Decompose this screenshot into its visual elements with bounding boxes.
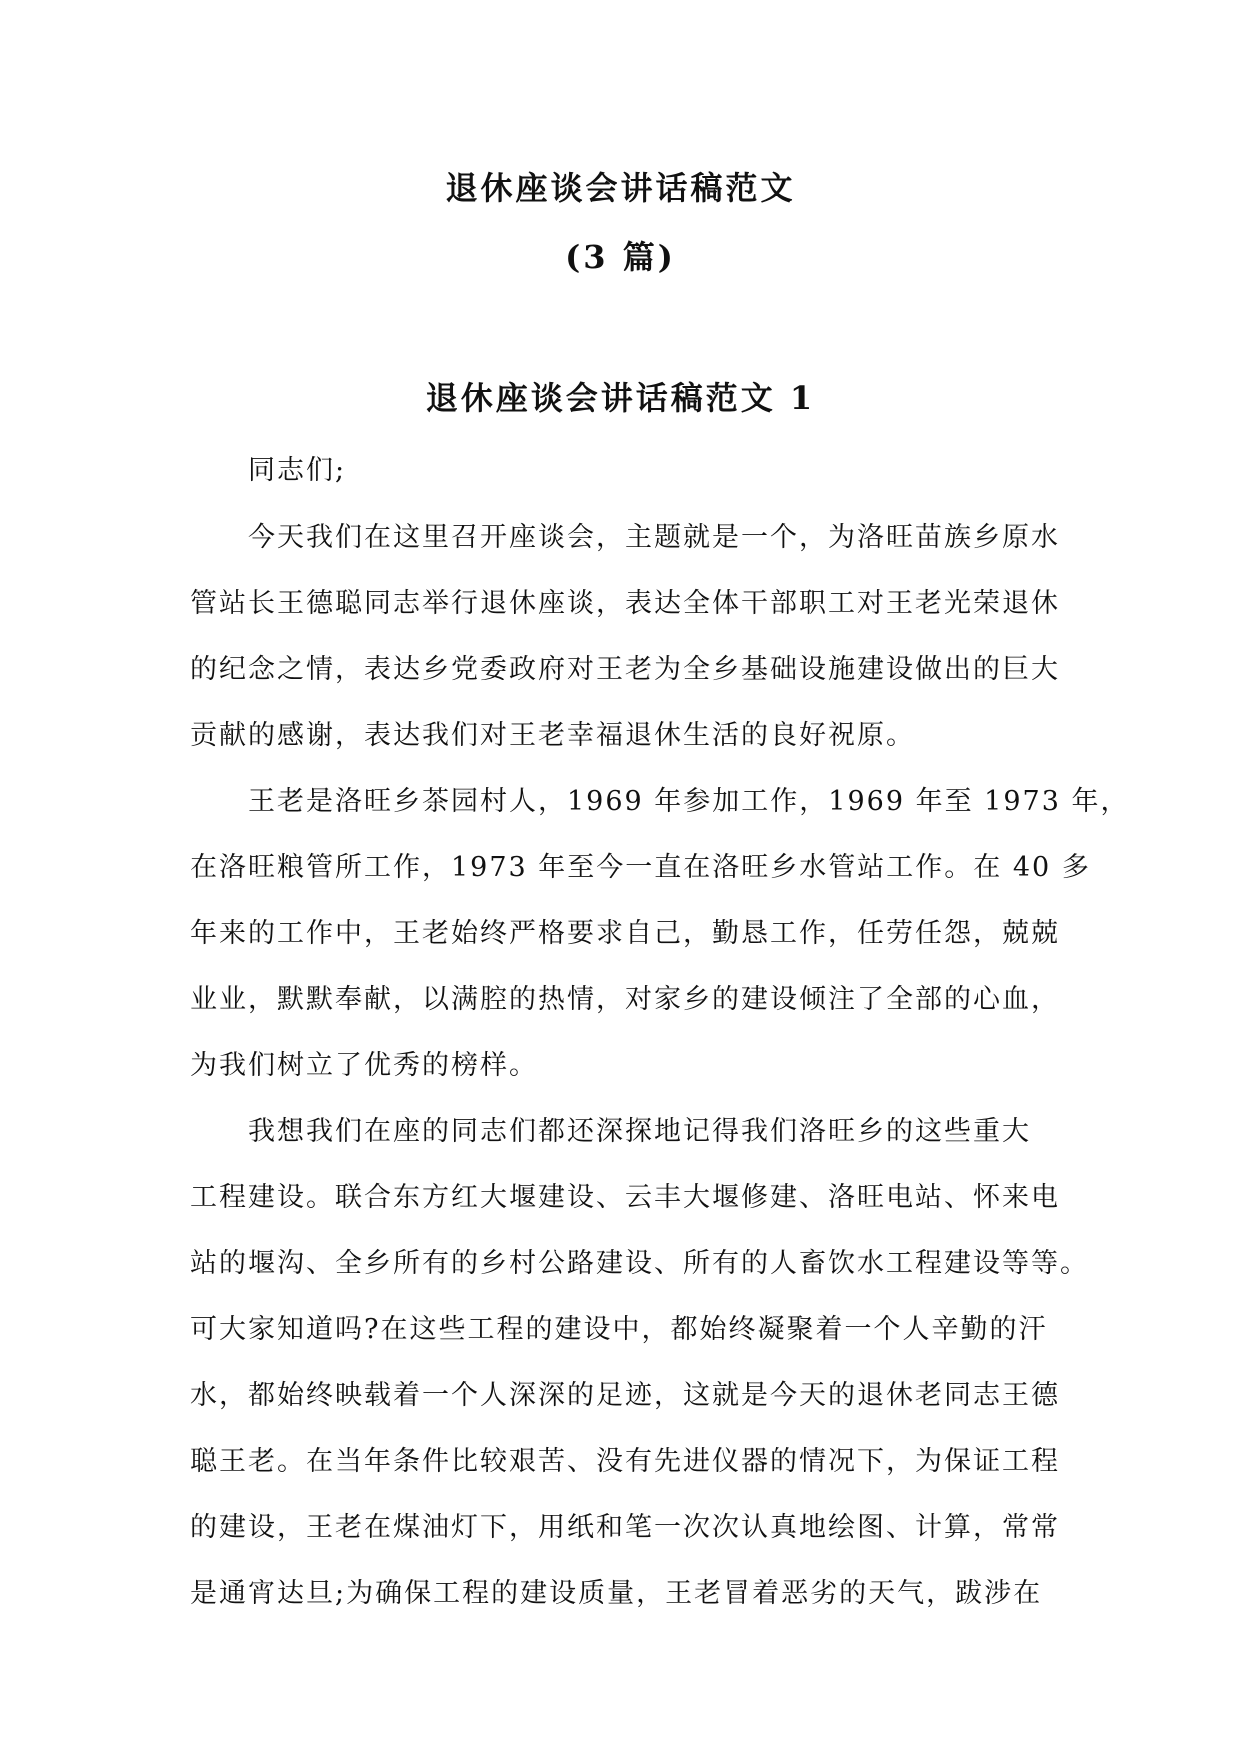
paragraph-line: 今天我们在这里召开座谈会，主题就是一个，为洛旺苗族乡原水: [248, 522, 1060, 553]
paragraph-line: 的纪念之情，表达乡党委政府对王老为全乡基础设施建设做出的巨大: [190, 654, 1060, 685]
paragraph-line: 在洛旺粮管所工作，1973 年至今一直在洛旺乡水管站工作。在 40 多: [190, 852, 1091, 883]
document-count-label: (3 篇): [565, 238, 676, 276]
section-title: 退休座谈会讲话稿范文 1: [425, 379, 816, 417]
paragraph-line: 为我们树立了优秀的榜样。: [190, 1050, 538, 1081]
paragraph-line: 年来的工作中，王老始终严格要求自己，勤恳工作，任劳任怨，兢兢: [190, 918, 1060, 949]
paragraph-line: 水，都始终映载着一个人深深的足迹，这就是今天的退休老同志王德: [190, 1380, 1060, 1411]
paragraph-3: [190, 1099, 1089, 1627]
paragraph-line: 我想我们在座的同志们都还深探地记得我们洛旺乡的这些重大: [248, 1116, 1031, 1147]
paragraph-1: [190, 505, 1070, 769]
paragraph-line: 聪王老。在当年条件比较艰苦、没有先进仪器的情况下，为保证工程: [190, 1446, 1060, 1477]
document-title: 退休座谈会讲话稿范文: [445, 169, 796, 207]
greeting: [190, 438, 1070, 504]
greeting-text: 同志们;: [248, 455, 347, 486]
paragraph-line: 工程建设。联合东方红大堰建设、云丰大堰修建、洛旺电站、怀来电: [190, 1182, 1060, 1213]
paragraph-line: 贡献的感谢，表达我们对王老幸福退休生活的良好祝原。: [190, 720, 915, 751]
paragraph-line: 站的堰沟、全乡所有的乡村公路建设、所有的人畜饮水工程建设等等。: [190, 1248, 1089, 1279]
paragraph-line: 可大家知道吗?在这些工程的建设中，都始终凝聚着一个人辛勤的汗: [190, 1314, 1048, 1345]
paragraph-line: 是通宵达旦;为确保工程的建设质量，王老冒着恶劣的天气，跋涉在: [190, 1578, 1043, 1609]
paragraph-2: [190, 769, 1130, 1099]
paragraph-line: 管站长王德聪同志举行退休座谈，表达全体干部职工对王老光荣退休: [190, 588, 1060, 619]
paragraph-line: 的建设，王老在煤油灯下，用纸和笔一次次认真地绘图、计算，常常: [190, 1512, 1060, 1543]
paragraph-line: 业业，默默奉献，以满腔的热情，对家乡的建设倾注了全部的心血，: [190, 984, 1060, 1015]
paragraph-line: 王老是洛旺乡茶园村人，1969 年参加工作，1969 年至 1973 年，: [248, 786, 1130, 817]
